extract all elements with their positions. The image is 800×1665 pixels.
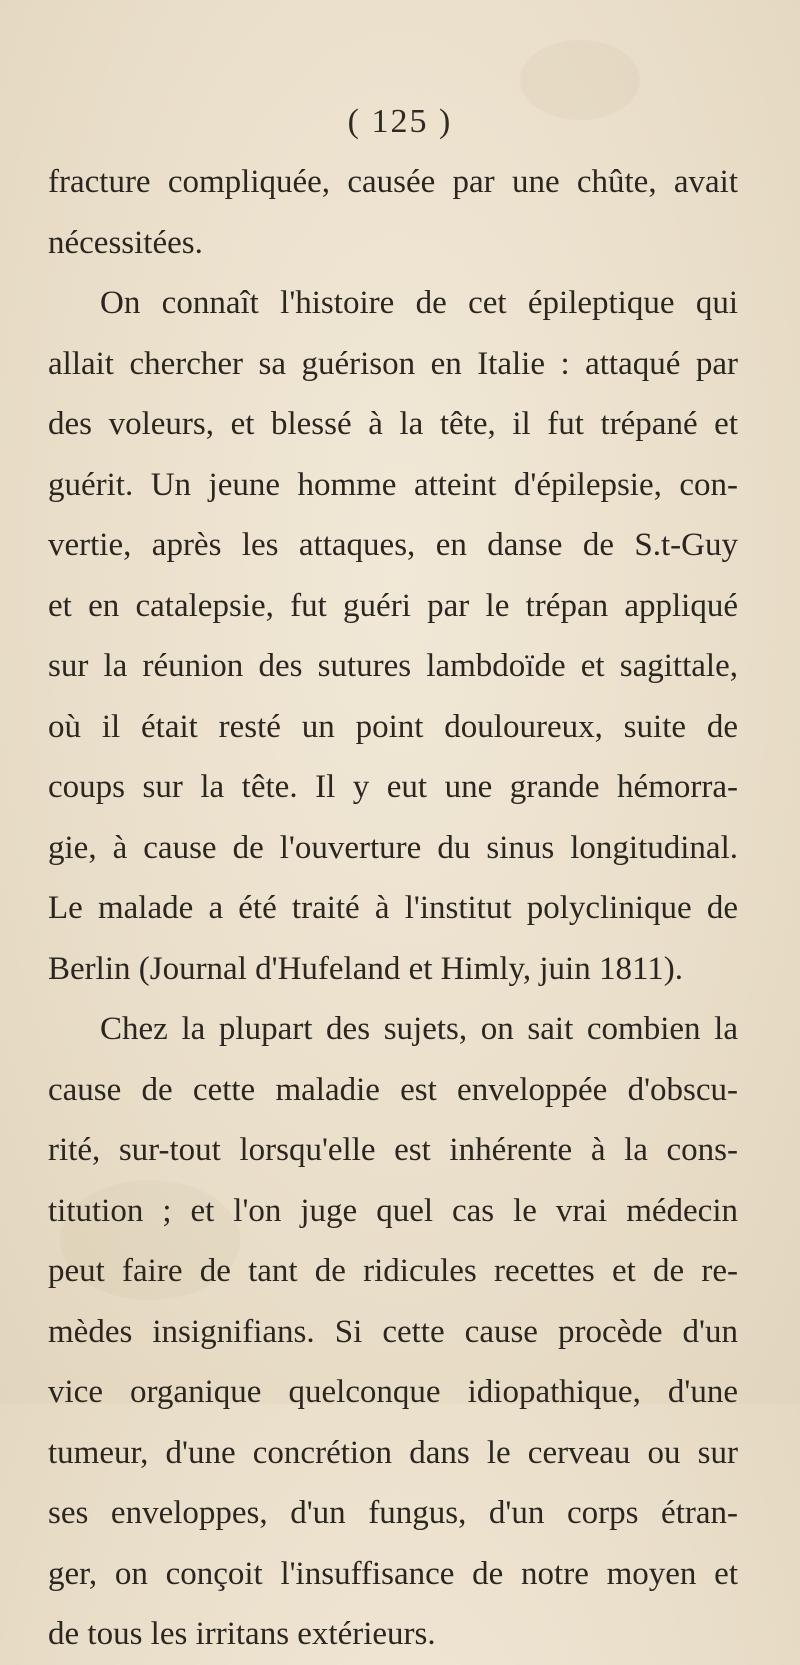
- text-line: Le malade a été traité à l'institut polyclinique de: [48, 890, 738, 926]
- text-line: gie, à cause de l'ouverture du sinus longitudinal.: [48, 829, 738, 866]
- text-line: mèdes insignifians. Si cette cause procède d'un: [48, 1313, 738, 1350]
- page-number: ( 125 ): [347, 103, 453, 140]
- text-line: Berlin (Journal d'Hufeland et Himly, juin 1811).: [48, 950, 683, 987]
- text-line: et en catalepsie, fut guéri par le trépan appliqué: [48, 587, 738, 624]
- text-line: ger, on conçoit l'insuffisance de notre moyen et: [48, 1555, 738, 1592]
- text-line: nécessitées.: [48, 224, 203, 261]
- text-line: peut faire de tant de ridicules recettes et de re-: [48, 1253, 738, 1289]
- text-line: vice organique quelconque idiopathique, d'une: [48, 1374, 738, 1410]
- text-line: où il était resté un point douloureux, suite de: [48, 708, 738, 745]
- text-line: fracture compliquée, causée par une chûte, avait: [48, 164, 738, 200]
- text-line: tumeur, d'une concrétion dans le cerveau ou sur: [48, 1434, 738, 1471]
- text-line: cause de cette maladie est enveloppée d'obscu-: [48, 1071, 738, 1108]
- text-line: rité, sur-tout lorsqu'elle est inhérente à la cons-: [48, 1132, 738, 1168]
- text-line: Chez la plupart des sujets, on sait combien la: [100, 1011, 738, 1047]
- text-line: titution ; et l'on juge quel cas le vrai médecin: [48, 1192, 738, 1229]
- text-line: coups sur la tête. Il y eut une grande hémorra-: [48, 769, 738, 805]
- text-line: guérit. Un jeune homme atteint d'épilepsie, con-: [48, 466, 738, 503]
- text-line: des voleurs, et blessé à la tête, il fut trépané et: [48, 406, 738, 442]
- text-line: On connaît l'histoire de cet épileptique qui: [100, 285, 738, 321]
- text-line: vertie, après les attaques, en danse de S.t-Guy: [48, 527, 738, 563]
- text-line: sur la réunion des sutures lambdoïde et sagittale,: [48, 648, 738, 684]
- text-line: allait chercher sa guérison en Italie : attaqué par: [48, 345, 738, 382]
- text-line: ses enveloppes, d'un fungus, d'un corps étran-: [48, 1495, 738, 1531]
- text-line: de tous les irritans extérieurs.: [48, 1616, 436, 1652]
- body-text: [48, 152, 738, 1665]
